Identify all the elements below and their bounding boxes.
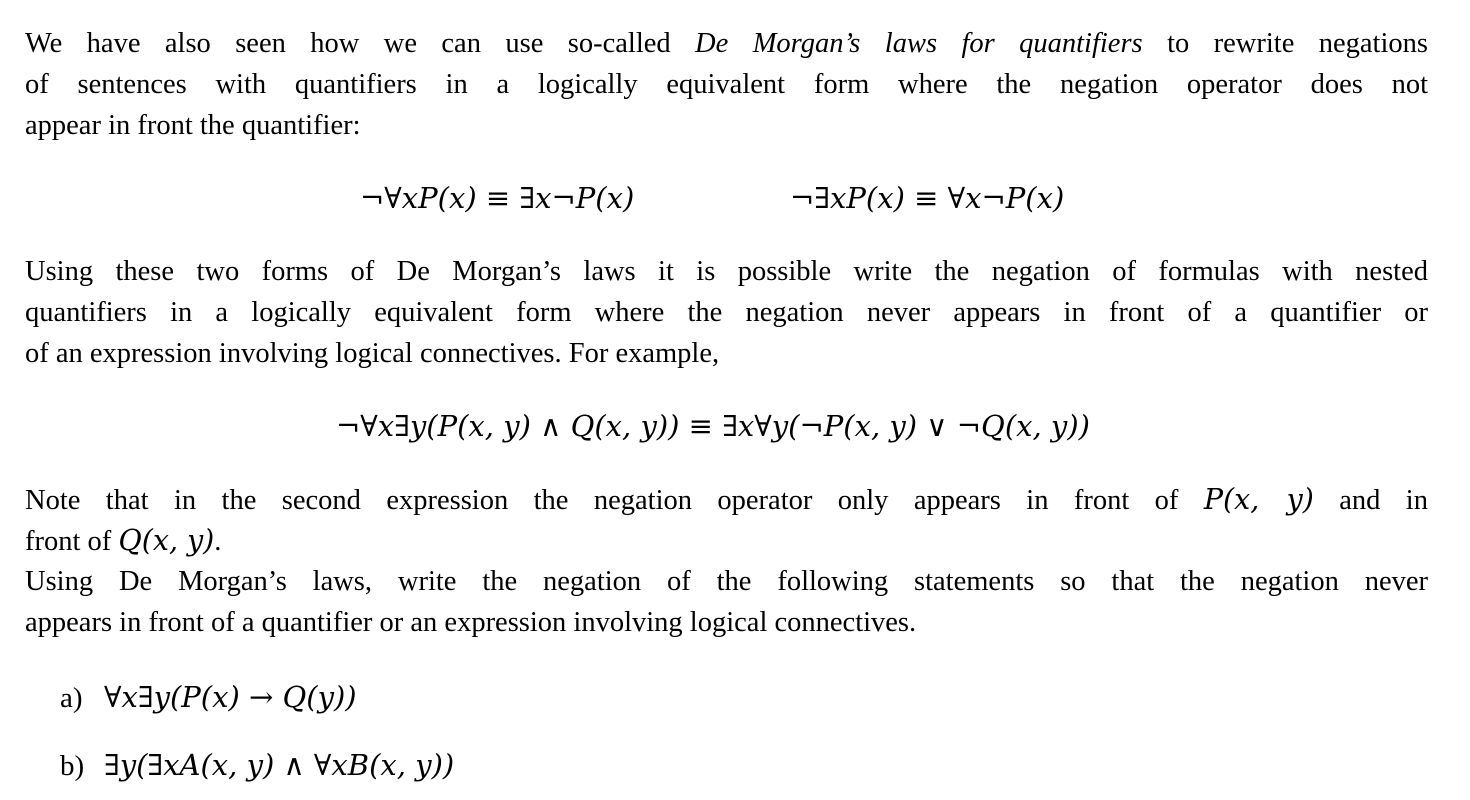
- intro-line-1-start: We have also seen how we can use so-called: [25, 28, 696, 59]
- task-line-1: Using De Morgan’s laws, write the negation of the following statements so that the negation never: [25, 566, 1428, 597]
- note-line-1-start: Note that in the second expression the negation operator only appears in front of: [25, 485, 1204, 516]
- exercise-item-a-formula: ∀x∃y(P(x) → Q(y)): [104, 680, 357, 714]
- de-morgan-term: De Morgan’s laws for quantifiers: [695, 28, 1143, 59]
- intro-line-1: [25, 23, 1428, 64]
- explanation-line-3: of an expression involving logical connectives. For example,: [25, 338, 720, 369]
- note-line-1: [25, 479, 1428, 521]
- exercise-item-a-label: a): [60, 682, 83, 714]
- intro-line-2: of sentences with quantifiers in a logically equivalent form where the negation operator does not: [25, 69, 1428, 100]
- law-exists-negation: ¬∃xP(x) ≡ ∀x¬P(x): [790, 181, 1065, 215]
- law-forall-negation: ¬∀xP(x) ≡ ∃x¬P(x): [360, 181, 635, 215]
- intro-line-3: appear in front the quantifier:: [25, 110, 361, 141]
- note-line-2-start: front of: [25, 526, 119, 557]
- note-line-2-end: .: [214, 526, 222, 557]
- explanation-line-2: quantifiers in a logically equivalent form where the negation never appears in front of a quantifier or: [25, 297, 1428, 328]
- note-p-xy: P(x, y): [1203, 483, 1314, 516]
- example-formula: ¬∀x∃y(P(x, y) ∧ Q(x, y)) ≡ ∃x∀y(¬P(x, y) ∨ ¬Q(x, y)): [336, 409, 1090, 443]
- note-q-xy: Q(x, y): [118, 524, 215, 557]
- exercise-item-b-formula: ∃y(∃xA(x, y) ∧ ∀xB(x, y)): [104, 748, 455, 782]
- exercise-item-b: [60, 745, 454, 787]
- note-line-2: [25, 520, 221, 562]
- explanation-line-1: Using these two forms of De Morgan’s laws it is possible write the negation of formulas with nested: [25, 256, 1428, 287]
- exercise-item-a: [60, 677, 357, 719]
- exercise-item-b-label: b): [60, 750, 85, 782]
- note-line-1-end: and in: [1313, 485, 1428, 516]
- task-line-2: appears in front of a quantifier or an expression involving logical connectives.: [25, 607, 917, 638]
- intro-line-1-end: to rewrite negations: [1142, 28, 1428, 59]
